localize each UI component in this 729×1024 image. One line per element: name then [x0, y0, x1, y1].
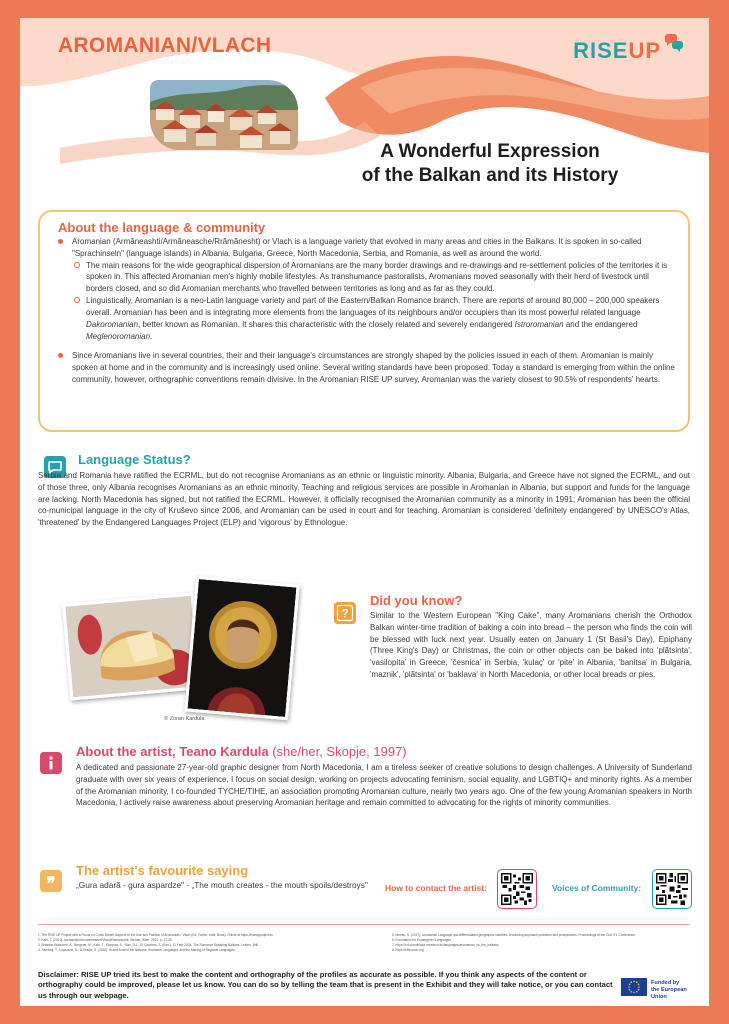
- poster: [20, 18, 709, 1006]
- footnote: 4. Sandarji, T., Lopezeno, N., & Gradic, S. (2022). In and Around the Balkans: Romance Languages and the Making of Regional Languages.: [38, 948, 236, 953]
- disclaimer: [38, 970, 613, 1001]
- icon-painting-illustration: [188, 579, 297, 717]
- language-title: AROMANIAN/VLACH: [58, 34, 272, 57]
- footnotes-left: [38, 933, 356, 954]
- contact-artist-label: How to contact the artist:: [385, 883, 488, 893]
- quote-icon: [40, 870, 62, 892]
- artist-qr-pattern: [501, 873, 533, 905]
- icon-painting-photo: [184, 576, 299, 721]
- logo-up-text: UP: [628, 38, 661, 63]
- dakoromanian-term: Dakoromanian: [86, 319, 139, 329]
- artist-heading-name: About the artist, Teano Kardula: [76, 744, 269, 759]
- artist-bio: A dedicated and passionate 27-year-old graphic designer from North Macedonia, I am a tireless seeker of creative solutions to design challenges. A University of Sunderland graduate with over six years of experience, I focus on social design, working on projects advocating feminism, social equality, and LGBTIQ+ and minority rights. As a member of the Aromanian minority, I co-founded TYCHE/TIHE, an association promoting Aromanian culture, nearly two years ago. One of the few young Aromanian speakers in North Macedonia, I actively raise awareness about preserving Aromanian heritage and remain committed to advocating for the rights of minority communities.: [76, 763, 692, 808]
- about-subpoint-linguistics: [58, 295, 678, 342]
- artist-pronoun-info: (she/her, Skopje, 1997): [268, 744, 407, 759]
- linguistics-text-start: Linguistically, Aromanian is a neo-Latin language variety and part of the Eastern/Balkan Romance branch. There are reports of around 80,000 – 200,000 speakers overall. Aromanian has been and is integrating more elements from the languages of its neighbours and/or occupiers than its most powerful related language: [86, 296, 660, 317]
- artist-qr-code[interactable]: [497, 869, 537, 909]
- voices-qr-pattern: [656, 873, 688, 905]
- eu-text-line-2: the European Union: [651, 986, 687, 1000]
- saying-text: „Gura adarã - gura aspardze" - „The mouth creates - the mouth spoils/destroys": [76, 880, 368, 890]
- meglenoromanian-term: Meglenoromanian: [86, 331, 151, 341]
- footnote: 7. https://rvf.coordinator.research.eu/languages/aromanian_vs_the_balkans: [392, 943, 499, 948]
- footnotes-right: [392, 933, 692, 954]
- svg-text:?: ?: [341, 606, 349, 621]
- town-photo: [150, 80, 298, 150]
- town-photo-illustration: [150, 80, 298, 150]
- poster-subtitle: [310, 140, 670, 189]
- riseup-logo: [573, 38, 661, 64]
- voices-of-community-label: Voices of Community:: [552, 883, 642, 893]
- did-you-know-text: Similar to the Western European "King Cake", many Aromanians cherish the Orthodox Balkan winter-time tradition of baking a coin into bread – the person who finds the coin will be blessed with luck next year. Usually eaten on January 1 (St Basil's Day), Epiphany (Three King's Day) or Christmas, the coin or other objects can be baked into 'plãtsinta', 'vasilopita' in Greece, 'česnica' in Serbia, 'kulaç' or 'pite' in Albania, 'banitsa' in Bulgaria, 'maznik', 'plãtsinta' or 'baklava' in North Macedonia, or other local breads or pies.: [370, 611, 692, 680]
- eu-funding-text: [651, 980, 695, 1001]
- footer-divider: [38, 924, 690, 925]
- svg-text:❞: ❞: [46, 874, 56, 892]
- footnote: 8. https://ethnocon.org: [392, 948, 424, 953]
- disclaimer-bold: Disclaimer: RISE UP tried its best to make the content and orthography of the profiles as accurate as possible. If you think any aspects of the content or orthography could be improved, please let us know.: [38, 970, 587, 990]
- about-paragraph-1: Aromanian (Armãneashti/Armãneasche/Rrãmãnesht) or Vlach is a language variety that evolved in many areas and cities in the Balkans. It is spoken in so-called "Sprachinseln" (language islands) in Albania, Bulgaria, Greece, North Macedonia, Serbia, and Romania, as well as around the world.: [58, 236, 678, 260]
- voices-qr-code[interactable]: [652, 869, 692, 909]
- linguistics-text-middle: , better known as Romanian. It shares this characteristic with the closely related and severely endangered: [138, 319, 515, 329]
- language-status-text: Serbia and Romania have ratified the ECRML, but do not recognise Aromanians as an ethnic or linguistic minority. Albania, Bulgaria, and Greece have not signed the ECRML, and out of those three, only Albania recognises Aromanians as an ethnic minority. Teaching and religious services are possible in Aromanian in Albania, but support and funds for the language are lacking. North Macedonia has signed, but not ratified the ECRML. However, it officially recognised the Aromanian community as a minority in 1991; Aromanian has been the official co-municipal language in the city of Kruševo since 2006, and Aromanian can be used in court and for teaching. Aromanian is considered 'definitely endangered' by UNESCO's Atlas, 'threatened' by the Endangered Languages Project (ELP) and 'vigorous' by Ethnologue.: [38, 471, 690, 528]
- footnote: 5. Meneu, S. (2017). Aromanian Language and differentiated geographic varieties: A teaching approach problems and prospectives. Proceedings of the 21st ITL Conference.: [392, 933, 636, 937]
- subtitle-line-2: of the Balkan and its History: [361, 165, 619, 187]
- eu-funding-badge: [621, 978, 695, 998]
- eu-text-line-1: Funded by: [651, 980, 680, 986]
- cake-illustration: [65, 596, 198, 698]
- footnote: 1. The RISE UP Project with a Focus on Cross Border Aspects of the Use and Position of Aromanian / Vlach (Ed. Turner, Kahl, Bona). Online at https://riseupproject.eu: [38, 933, 274, 937]
- info-icon: [40, 752, 62, 774]
- saying-heading: The artist's favourite saying: [76, 863, 249, 878]
- subtitle-line-1: A Wonderful Expression: [380, 141, 600, 162]
- question-mark-icon: [334, 602, 356, 624]
- about-heading: About the language & community: [58, 220, 266, 235]
- disclaimer-rest: You can do so by telling the team that is present in the Exhibit and they will take notice, or you can contact us through our webpage.: [38, 980, 613, 1000]
- linguistics-text-and: and the endangered: [563, 319, 638, 329]
- istroromanian-term: Istroromanian: [514, 319, 564, 329]
- footnote: 6. Foundation for Endangered Languages: [392, 938, 452, 943]
- footnote: 3. Bratosin-Wachtern, A., Bergerer, M., Kahl, T., Kloppow, S., Sian, D.L., El Caidomo, S. (Eds.). 11 Febr 2024. The Romance Speaking Balkans. Leiden, Brill.: [38, 943, 259, 948]
- logo-rise-text: RISE: [573, 38, 629, 63]
- footnote: 2. Kahl, T. (2021). Aromanian/Armanneasheti/Vlach/Ramaneshti. Werner, Wien. 2021; p. 27-39.: [38, 938, 173, 943]
- cake-photo: [62, 592, 202, 700]
- speech-bubbles-logo-icon: [663, 32, 685, 54]
- photo-credit: © Zoran Kardula: [164, 716, 205, 722]
- about-paragraph-2: Since Aromanians live in several countries, their and their language's circumstances are strongly shaped by the policies issued in each of them. Aromanian is mainly spoken at home and in the community and is increasingly used online. Several writing standards have been proposed. Today a standard is emerging from within the online community, however, orthographic conventions remain divisive. In the Aromanian RISE UP survey, Aromanian was the variety closest to 90.5% of respondents' hearts.: [58, 350, 678, 385]
- about-section: [38, 210, 690, 432]
- language-status-heading: Language Status?: [78, 452, 191, 467]
- linguistics-text-end: .: [150, 331, 153, 341]
- eu-flag-icon: [621, 978, 647, 996]
- about-subpoint-dispersion: The main reasons for the wide geographical dispersion of Aromanians are the many border drawings and re-drawings and re-settlement policies of the territories it is spoken in. This affected Aromanian men's highly mobile lifestyles. As transhumance pastoralists, Aromanians moved seasonally with their herd of livestock until borders closed, and so did Aromanian merchants who travelled between territories as long and as far as they could.: [58, 260, 678, 295]
- did-you-know-heading: Did you know?: [370, 593, 463, 608]
- artist-heading: [76, 744, 407, 759]
